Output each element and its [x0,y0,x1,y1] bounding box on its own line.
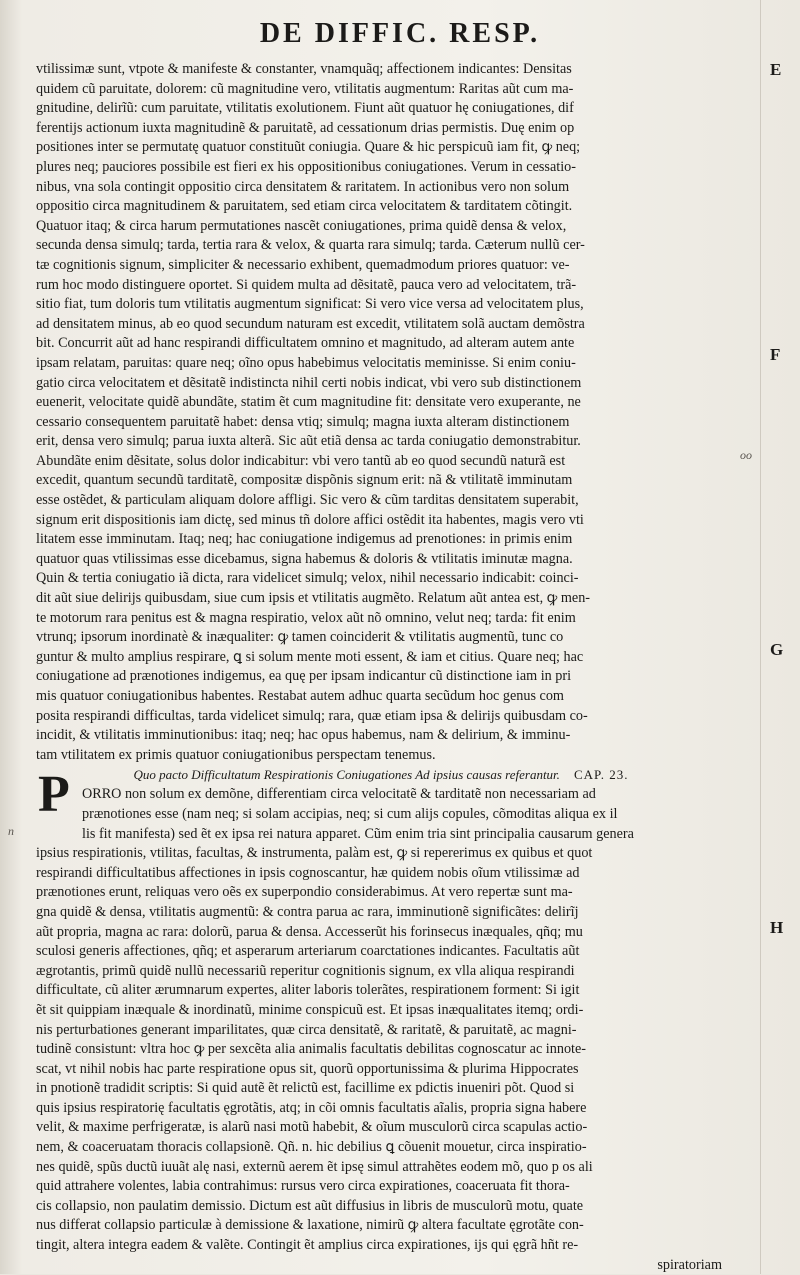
text-line: gnitudine, delirĩũ: cum paruitate, vtilitatis exolutionem. Fiunt aũt quatuor hę coniugationes, dif [36,100,574,117]
text-line: bit. Concurrit aũt ad hanc respirandi difficultatem omnino et magnitudo, ad alteram autem ante [36,335,575,352]
margin-note: oo [740,448,752,462]
text-line: ad densitatem minus, ab eo quod secundum naturam est excedit, vtilitatem solã auctam demõstra [36,315,585,332]
margin-note: n [8,824,14,838]
chapter-number: CAP. 23. [573,767,629,783]
text-line: scat, vt nihil nobis hac parte respiratione opus sit, quorũ opportunissima & plurima Hippocrates [36,1060,579,1077]
text-line: prænotiones erunt, reliquas vero oẽs ex superpondio considerabimus. At vero repertæ sunt ma- [36,884,573,901]
text-line: mis quatuor coniugationibus habentes. Restabat autem adhuc quarta secũdum hoc genus com [36,688,564,704]
text-line: velit, & maxime perfrigeratæ, is alarũ nasi motũ habebit, & oĩum musculorũ circa scapulas actio- [36,1119,588,1136]
chapter-23-text [36,785,726,1275]
text-line: vtilissimæ sunt, vtpote & manifeste & constanter, vnamquãq; affectionem indicantes: Densitas [36,61,572,77]
text-line: gna quidẽ & densa, vtilitatis augmentũ: & contra parua ac rara, imminutionẽ significãtes: delirĩj [36,903,579,920]
chapter-heading [36,765,726,785]
text-line: nibus, vna sola contingit oppositio circa densitatem & raritatem. In actionibus vero non solum [36,178,570,195]
text-line: ferentijs actionum iuxta magnitudinẽ & paruitatẽ, ad cessationum drias permistis. Duę enim op [36,119,575,136]
text-line: erit, densa vero simulq; parua iuxta alterã. Sic aũt etiã densa ac tarda coniugatio demonstrabitur. [36,433,581,450]
text-line: tingit, altera integra eadem & valẽte. Contingit ẽt amplius circa expirationes, ijs qui ęgrã hñt re- [36,1237,579,1254]
text-line: nus differat collapsio particulæ à demissione & laxatione, nimirũ ꝙ altera facultate ęgrotãte con- [36,1217,584,1234]
text-line: tæ cognitionis signum, simpliciter & necessario exhibent, quemadmodum priores quatuor: ve- [36,256,570,273]
text-line: litatem esse imminutam. Itaq; neq; hac coniugatione indigemus ad prenotiones: in primis enim [36,531,573,548]
text-line: Quatuor itaq; & circa harum permutationes nascẽt coniugationes, prima quidẽ densa & velox, [36,217,567,234]
text-line: esse ostẽdet, & particulam aliquam dolore affligi. Sic vero & cũm tarditas densitatem superabit, [36,492,579,509]
text-line: ipsam relatam, paruitas: quare neq; oĩno opus habebimus velocitatis meminisse. Si enim coniu- [36,354,576,371]
text-line: ẽt sit quippiam inæquale & inordinatũ, minime conspicuũ est. Et ipsas inæqualitates itemq; ordi- [36,1001,584,1018]
page-header: DE DIFFIC. RESP. [259,18,541,49]
section-letter-e: E [770,60,782,79]
text-line: vtrunq; ipsorum inordinatè & inæqualiter: ꝙ tamen coinciderit & vtilitatis augmentũ, tunc co [36,629,564,646]
text-line: prænotiones esse (nam neq; si solam accipias, neq; si cum alijs copules, cõmoditas aliqua ex il [82,805,618,822]
text-line: Quin & tertia coniugatio iã dicta, rara videlicet simulq; velox, nihil necessario indicabit: coinci- [36,570,579,587]
section-letter-f: F [770,345,781,364]
text-line: cis collapsio, non paulatim demissio. Dictum est aũt diffusius in libris de musculorũ motu, quate [36,1197,584,1214]
text-line: respirandi difficultatibus affectiones in ipsis cognoscantur, hæ quidem nobis oĩum vtilissimæ ad [36,864,580,881]
text-line: secunda densa simulq; tarda, tertia rara & velox, & quarta rara simulq; tarda. Cæterum nullũ cer- [36,237,585,254]
text-line: lis fit manifesta) sed ẽt ex ipsa rei natura apparet. Cũm enim tria sint principalia causarum genera [82,825,634,842]
text-line: sculosi generis affectiones, qñq; et asperarum arteriarum coarctationes indicantes. Facultatis aũt [36,943,580,960]
text-line: tudinẽ consistunt: vltra hoc ꝙ per sexcẽta alia animalis facultatis debilitas cognoscatur ac innote- [36,1041,586,1058]
page-edge [760,0,761,1274]
text-line: nis perturbationes generant imparilitates, quæ circa densitatẽ, & raritatẽ, & paruitatẽ, ac magni- [36,1021,577,1038]
text-line: quis ipsius respiratorię facultatis ęgrotãtis, atq; in cõi omnis facultatis aĩalis, propria signa habere [36,1099,587,1116]
text-line: signum erit dispositionis iam dictę, sed minus tñ dolore affici ostẽdit ita habentes, magis vero vti [36,511,584,528]
text-line: positiones inter se permutatę quatuor constituũt coniugia. Quare & hic perspicuũ iam fit, ꝙ neq; [36,139,581,156]
text-line: dit aũt siue delirijs quibusdam, siue cum ipsis et vtilitatis augmẽto. Relatum aũt antea est, ꝙ men- [36,590,591,607]
text-line: aũt propria, magna ac rara: dolorũ, parua & densa. Accesserũt his forinsecus inæquales, qñq; mu [36,923,583,940]
text-line: quatuor quas vtilissimas esse dicebamus, signa habemus & doloris & vtilitatis iminutæ magna. [36,550,573,567]
section-letter-g: G [770,640,784,659]
text-line: quid attrahere volentes, labia contrahimus: rursus vero circa expirationes, coaceruata fit thora- [36,1178,570,1195]
drop-capital: P [38,766,70,823]
text-line: ægrotantis, primũ quidẽ nullũ necessariũ reperitur cognitionis signum, ex vlla aliqua respirandi [36,962,575,979]
text-line: difficultate, cũ aliter ærumnarum expertes, aliter laboris tolerãtes, respirationem forment: Si igit [36,982,580,999]
text-line: plures neq; pauciores possibile est fieri ex his oppositionibus coniugationes. Verum in cessatio- [36,158,576,175]
text-line: ORRO non solum ex demõne, differentiam circa velocitatẽ & tarditatẽ non necessariam ad [82,786,596,803]
text-line: excedit, quantum secundũ tarditatẽ, compositæ dispõnis signum erit: nã & vtilitatẽ imminutam [36,472,573,489]
text-line: guntur & multo amplius respirare, ꝗ si solum mente moti essent, & iam et citius. Quare neq; hac [36,648,584,665]
text-line: nem, & coaceruatam thoracis collapsionẽ. Qñ. n. hic debilius ꝗ cõuenit mouetur, circa inspiratio- [36,1139,587,1156]
text-line: spiratoriam [657,1256,722,1273]
text-line: rum hoc modo distinguere oportet. Si quidem multa ad dẽsitatẽ, pauca vero ad velocitatem, trã- [36,276,577,293]
text-line: tam vtilitatem ex primis quatuor coniugationibus perspectam tenemus. [36,746,436,763]
chapter-title: Quo pacto Difficultatum Respirationis Coniugationes Ad ipsius causas referantur. [133,767,560,783]
text-line: in pnotionẽ tradidit scriptis: Si quid autẽ ẽt relictũ est, facillime ex pdictis inueniri põt. Quod si [36,1080,575,1097]
text-line: Abundãte enim dẽsitate, solus dolor indicabitur: vbi vero tantũ ab eo quod secundũ naturã est [36,452,566,469]
text-line: sitio fiat, tum doloris tum vtilitatis augmentum significat: Si vero vice versa ad velocitatem plus, [36,296,584,313]
text-line: te motorum rara penitus est & magna respiratio, velox aũt nõ omnino, velut neq; tarda: fit enim [36,609,576,626]
chapter-22-end-text [36,60,726,765]
text-line: incidit, & vtilitatis imminutionibus: itaq; neq; hac opus habemus, nam & delirium, & imminu- [36,727,571,744]
text-line: ipsius respirationis, vtilitas, facultas, & instrumenta, palàm est, ꝙ si repererimus ex quibus et quot [36,845,593,862]
text-line: posita respirandi difficultas, tarda videlicet simulq; rara, quæ etiam ipsa & delirijs quibusdam co- [36,707,588,724]
text-line: quidem cũ paruitate, dolorem: cũ magnitudine vero, vtilitatis augmentum: Raritas aũt cum ma- [36,80,574,97]
text-line: gatio circa velocitatem et dẽsitatẽ indistincta nihil certi nobis indicat, vbi vero sub distinctionem [36,374,582,391]
text-line: euenerit, velocitate quidẽ abundãte, statim ẽt cum magnitudine fit: densitate vero exuperante, ne [36,394,581,411]
text-line: oppositio circa magnitudinem & paruitatem, sed etiam circa velocitatem & tarditatem cõtingit. [36,198,573,215]
main-text [36,60,726,1275]
text-line: cessario consequentem paruitatẽ habet: densa vtiq; simulq; magna iuxta alteram distinctionem [36,413,570,430]
section-letter-h: H [770,918,784,937]
text-line: coniugatione ad prænotiones indigemus, ea quę per ipsam indicantur cũ distinctione iam in pri [36,668,572,685]
text-line: nes quidẽ, spũs ductũ iuuãt alę nasi, externũ aerem ẽt ipsę simul attrahẽtes eodem mõ, quo p os ali [36,1158,593,1175]
